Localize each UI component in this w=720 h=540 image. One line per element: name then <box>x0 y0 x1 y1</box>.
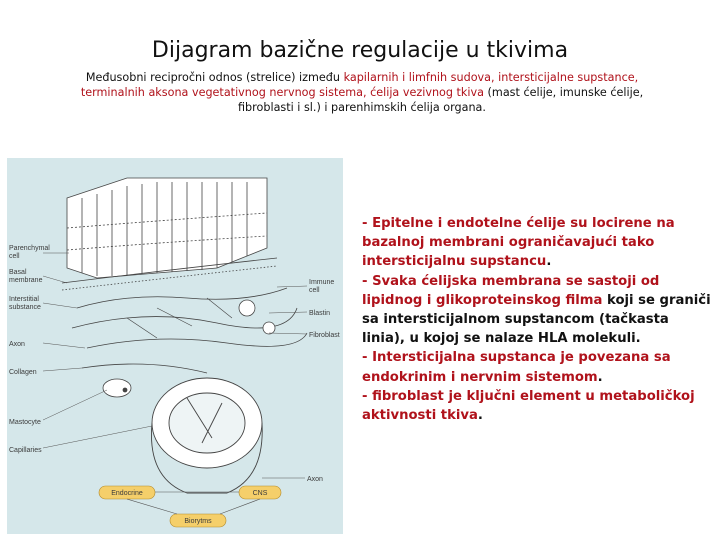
subtitle <box>62 70 662 115</box>
pill-endocrine-label: Endocrine <box>111 490 143 497</box>
label-blastin: Blastin <box>309 310 331 317</box>
pill-biorhythms-label: Biorytms <box>184 518 212 525</box>
label-interstitial: Interstitial <box>9 296 39 303</box>
bullet-text-highlight: - Intersticijalna supstanca je povezana sa endokrinim i nervnim sistemom <box>362 350 671 385</box>
pill-cns <box>239 486 281 499</box>
bullet-text: koji se graniči sa intersticijalnom supstancom (tačkasta linia), u kojoj se nalaze HLA molekuli. <box>362 292 711 347</box>
pill-cns-label: CNS <box>252 490 268 497</box>
label-axon-left: Axon <box>9 341 25 348</box>
bullet-item <box>362 387 712 425</box>
page-title: Dijagram bazične regulacije u tkivima <box>151 38 569 63</box>
bullet-text: . <box>477 408 483 424</box>
bullet-text-highlight: - Svaka ćelijska membrana se sastoji od lipidnog i glikoproteinskog filma <box>362 273 660 308</box>
label-capillaries: Capillaries <box>9 447 42 454</box>
subtitle-part-1: Međusobni recipročni odnos (strelice) između <box>85 71 344 84</box>
bullet-text: . <box>597 369 603 385</box>
label-basal-membrane: membrane <box>9 277 43 284</box>
bullet-item <box>362 348 712 386</box>
bullet-list <box>362 214 712 425</box>
label-parenchymal: Parenchymal <box>9 245 50 252</box>
label-collagen: Collagen <box>9 369 37 376</box>
bullet-text-highlight: - Epitelne i endotelne ćelije su locirene na bazalnoj membrani ograničavajući tako intersticijalnu supstancu <box>362 216 675 270</box>
label-mastocyte: Mastocyte <box>9 419 41 426</box>
label-basal: Basal <box>9 269 27 276</box>
bullet-text-highlight: - fibroblast je ključni element u metaboličkoj aktivnosti tkiva <box>362 388 695 424</box>
tissue-regulation-figure <box>7 158 343 534</box>
label-parenchymal-cell: cell <box>9 253 20 260</box>
bullet-item <box>362 272 712 349</box>
label-fibroblast: Fibroblast <box>309 332 340 339</box>
label-immune: Immune <box>309 279 335 286</box>
label-axon-right: Axon <box>307 476 323 483</box>
bullet-item <box>362 214 712 272</box>
pill-endocrine <box>99 486 155 499</box>
label-interstitial-substance: substance <box>9 304 41 311</box>
label-immune-cell: cell <box>309 287 320 294</box>
subtitle-part-3: (mast ćelije, imunske ćelije, fibroblasti i sl.) i parenhimskih ćelija organa. <box>238 86 644 114</box>
pill-biorhythms <box>170 514 226 527</box>
bullet-text: . <box>546 254 552 270</box>
subtitle-part-2: kapilarnih i limfnih sudova, intersticijalne supstance, terminalnih aksona vegetativnog nervnog sistema, ćelija vezivnog tkiva <box>80 71 639 99</box>
